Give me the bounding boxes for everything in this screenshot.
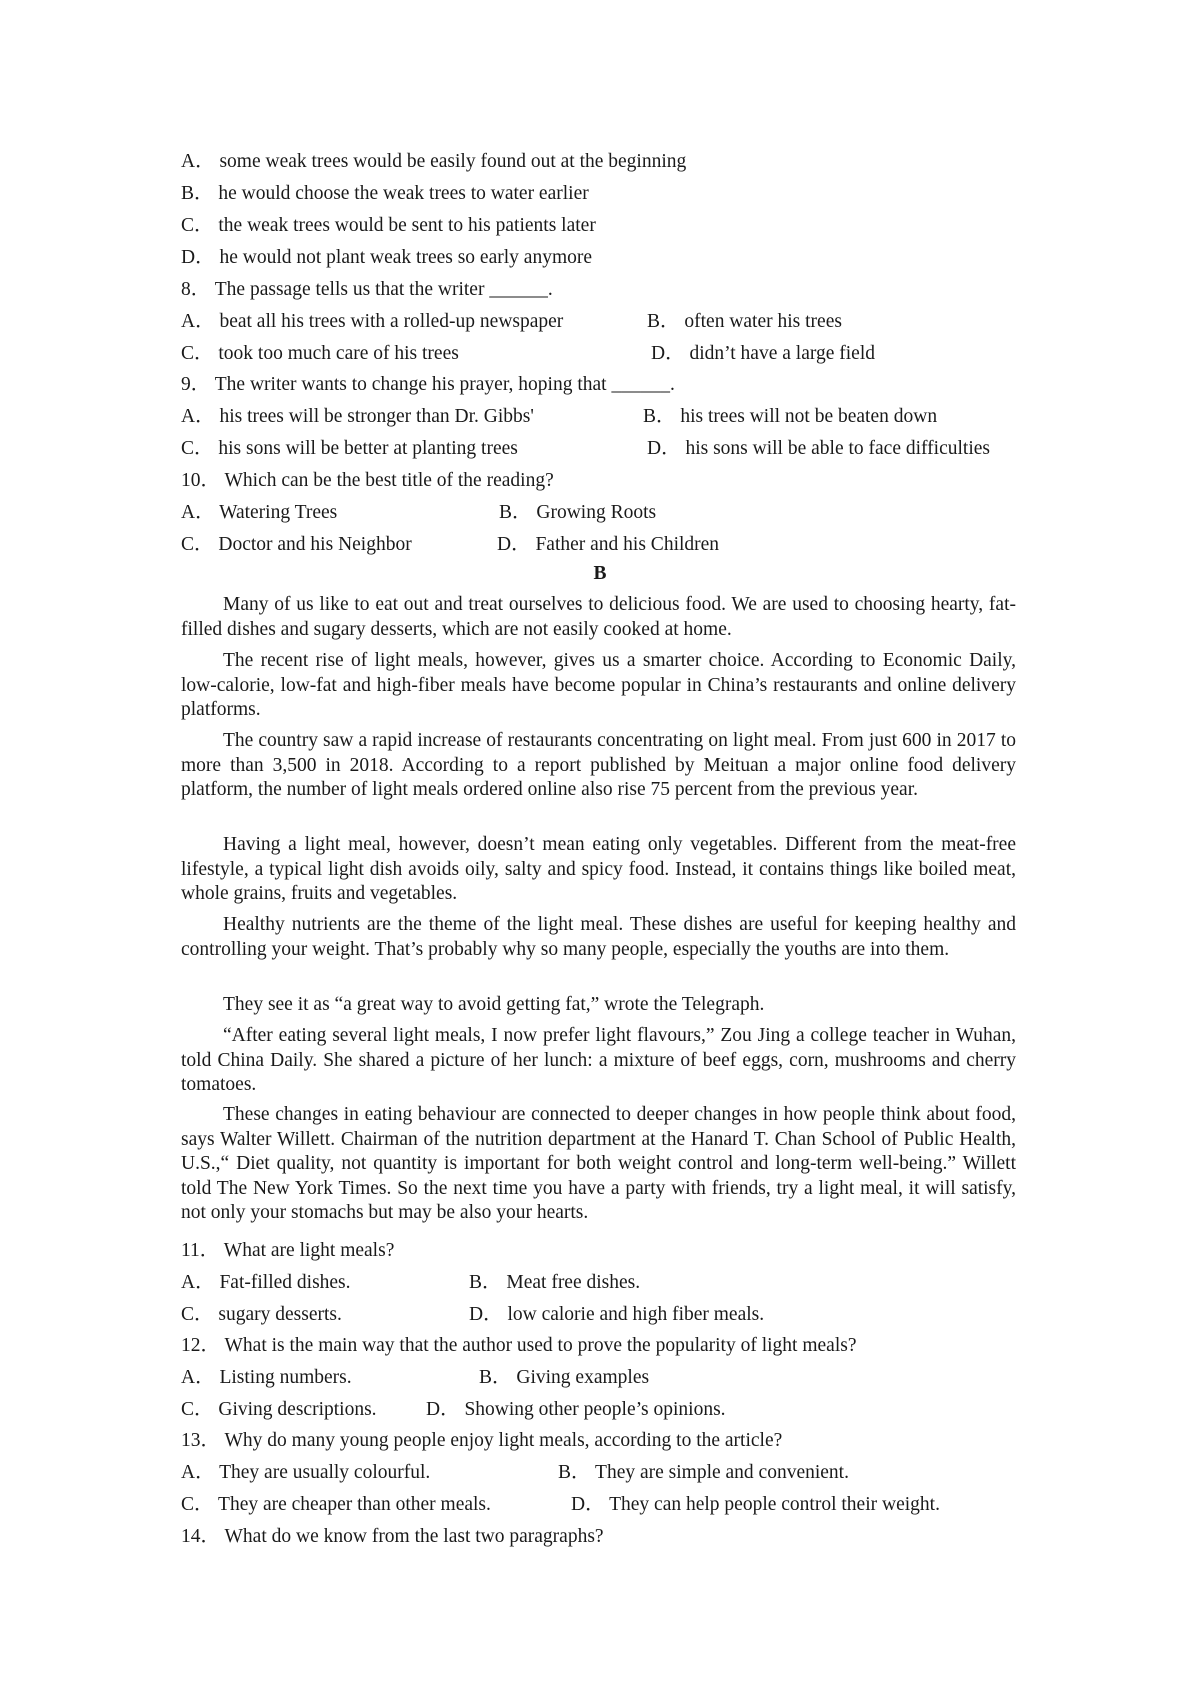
q8-option-b[interactable]: B． often water his trees — [647, 311, 842, 332]
q10-stem: 10． Which can be the best title of the reading? — [181, 470, 554, 491]
q8-option-c[interactable]: C． took too much care of his trees — [181, 343, 459, 364]
q12-option-b[interactable]: B． Giving examples — [479, 1367, 650, 1388]
passage-paragraph-3: The country saw a rapid increase of restaurants concentrating on light meal. From just 600 in 2017 to more than 3,500 in 2018. According to a report published by Meituan a major online food delivery platform, the number of light meals ordered online also rise 75 percent from the previous year. — [181, 730, 1016, 800]
q13-option-d[interactable]: D． They can help people control their weight. — [571, 1494, 940, 1515]
q14-stem: 14． What do we know from the last two paragraphs? — [181, 1526, 604, 1547]
q9-option-b[interactable]: B． his trees will not be beaten down — [643, 406, 938, 427]
q7-option-d[interactable]: D． he would not plant weak trees so early anymore — [181, 247, 593, 268]
q10-option-d[interactable]: D． Father and his Children — [497, 534, 720, 555]
q11-option-c[interactable]: C． sugary desserts. — [181, 1304, 342, 1325]
passage-paragraph-1: Many of us like to eat out and treat ourselves to delicious food. We are used to choosing hearty, fat-filled dishes and sugary desserts, which are not easily cooked at home. — [181, 594, 1016, 640]
passage-paragraph-2: The recent rise of light meals, however, gives us a smarter choice. According to Economic Daily, low-calorie, low-fat and high-fiber meals have become popular in China’s restaurants and online delivery platforms. — [181, 650, 1016, 720]
q8-option-a[interactable]: A． beat all his trees with a rolled-up newspaper — [181, 311, 564, 332]
passage-paragraph-7: “After eating several light meals, I now prefer light flavours,” Zou Jing a college teacher in Wuhan, told China Daily. She shared a picture of her lunch: a mixture of beef eggs, corn, mushrooms and cherry tomatoes. — [181, 1025, 1016, 1095]
q12-option-d[interactable]: D． Showing other people’s opinions. — [426, 1399, 726, 1420]
q7-option-b[interactable]: B． he would choose the weak trees to water earlier — [181, 183, 589, 204]
section-b-title: B — [593, 563, 607, 584]
q9-stem: 9． The writer wants to change his prayer, hoping that ______. — [181, 374, 675, 395]
q10-option-c[interactable]: C． Doctor and his Neighbor — [181, 534, 412, 555]
q9-option-d[interactable]: D． his sons will be able to face difficulties — [647, 438, 990, 459]
q10-option-b[interactable]: B． Growing Roots — [499, 502, 657, 523]
q7-option-a[interactable]: A． some weak trees would be easily found out at the beginning — [181, 151, 687, 172]
q9-option-c[interactable]: C． his sons will be better at planting trees — [181, 438, 518, 459]
q13-stem: 13． Why do many young people enjoy light meals, according to the article? — [181, 1430, 783, 1451]
q10-option-a[interactable]: A． Watering Trees — [181, 502, 338, 523]
q9-option-a[interactable]: A． his trees will be stronger than Dr. Gibbs' — [181, 406, 534, 427]
q11-option-a[interactable]: A． Fat-filled dishes. — [181, 1272, 351, 1293]
q12-option-c[interactable]: C． Giving descriptions. — [181, 1399, 377, 1420]
q13-option-c[interactable]: C． They are cheaper than other meals. — [181, 1494, 491, 1515]
passage-paragraph-4: Having a light meal, however, doesn’t mean eating only vegetables. Different from the meat-free lifestyle, a typical light dish avoids oily, salty and spicy food. Instead, it contains things like boiled meat, whole grains, fruits and vegetables. — [181, 834, 1016, 904]
q12-stem: 12． What is the main way that the author used to prove the popularity of light meals? — [181, 1335, 857, 1356]
q11-option-d[interactable]: D． low calorie and high fiber meals. — [469, 1304, 765, 1325]
passage-paragraph-6: They see it as “a great way to avoid getting fat,” wrote the Telegraph. — [223, 994, 765, 1015]
q8-stem: 8． The passage tells us that the writer ______. — [181, 279, 553, 300]
q11-option-b[interactable]: B． Meat free dishes. — [469, 1272, 641, 1293]
q13-option-a[interactable]: A． They are usually colourful. — [181, 1462, 431, 1483]
q7-option-c[interactable]: C． the weak trees would be sent to his patients later — [181, 215, 596, 236]
q8-option-d[interactable]: D． didn’t have a large field — [651, 343, 876, 364]
q13-option-b[interactable]: B． They are simple and convenient. — [558, 1462, 849, 1483]
q11-stem: 11． What are light meals? — [181, 1240, 395, 1261]
passage-paragraph-8: These changes in eating behaviour are connected to deeper changes in how people think about food, says Walter Willett. Chairman of the nutrition department at the Hanard T. Chan School of Public Health, U.S.,“ Diet quality, not quantity is important for both weight control and long-term well-being.” Willett told The New York Times. So the next time you have a party with friends, try a light meal, it will satisfy, not only your stomachs but may be also your hearts. — [181, 1104, 1016, 1223]
passage-paragraph-5: Healthy nutrients are the theme of the light meal. These dishes are useful for keeping healthy and controlling your weight. That’s probably why so many people, especially the youths are into them. — [181, 914, 1016, 960]
q12-option-a[interactable]: A． Listing numbers. — [181, 1367, 352, 1388]
